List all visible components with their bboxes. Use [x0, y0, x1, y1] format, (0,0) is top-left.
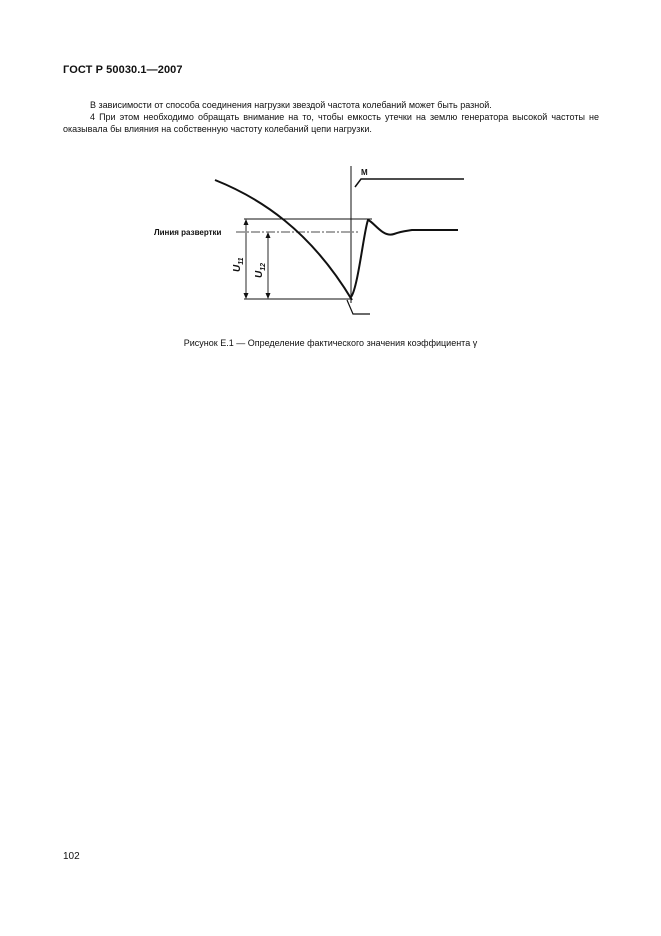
u12-label-main: U [254, 270, 265, 278]
page-number: 102 [63, 851, 80, 862]
u12-arrow-bottom [266, 293, 271, 299]
u12-label [254, 263, 267, 278]
sweep-line-label: Линия развертки [154, 228, 222, 237]
u11-label-main: U [232, 264, 243, 272]
decay-curve [215, 180, 352, 300]
figure-e1-diagram [140, 160, 480, 330]
marker-m-leader [355, 179, 464, 187]
u12-arrow-top [266, 232, 271, 238]
paragraph-frequency-note: В зависимости от способа соединения нагрузки звездой частота колебаний может быть разной. [90, 100, 492, 110]
u12-label-sub: 12 [260, 262, 267, 271]
oscillation-waveform [351, 220, 458, 297]
marker-lower-leader [347, 300, 370, 314]
u11-arrow-bottom [244, 293, 249, 299]
document-header: ГОСТ Р 50030.1—2007 [63, 64, 183, 76]
u11-arrow-top [244, 219, 249, 225]
figure-e1 [140, 160, 480, 330]
u11-label-sub: 11 [238, 257, 245, 265]
figure-caption: Рисунок Е.1 — Определение фактического значения коэффициента γ [183, 338, 478, 348]
paragraph-note-4: 4 При этом необходимо обращать внимание на то, чтобы емкость утечки на землю генератора высокой частоты не оказывала бы влияния на собственную частоту колебаний цепи нагрузки. [63, 112, 599, 134]
marker-m-label: M [361, 168, 368, 177]
u11-label [232, 257, 245, 272]
